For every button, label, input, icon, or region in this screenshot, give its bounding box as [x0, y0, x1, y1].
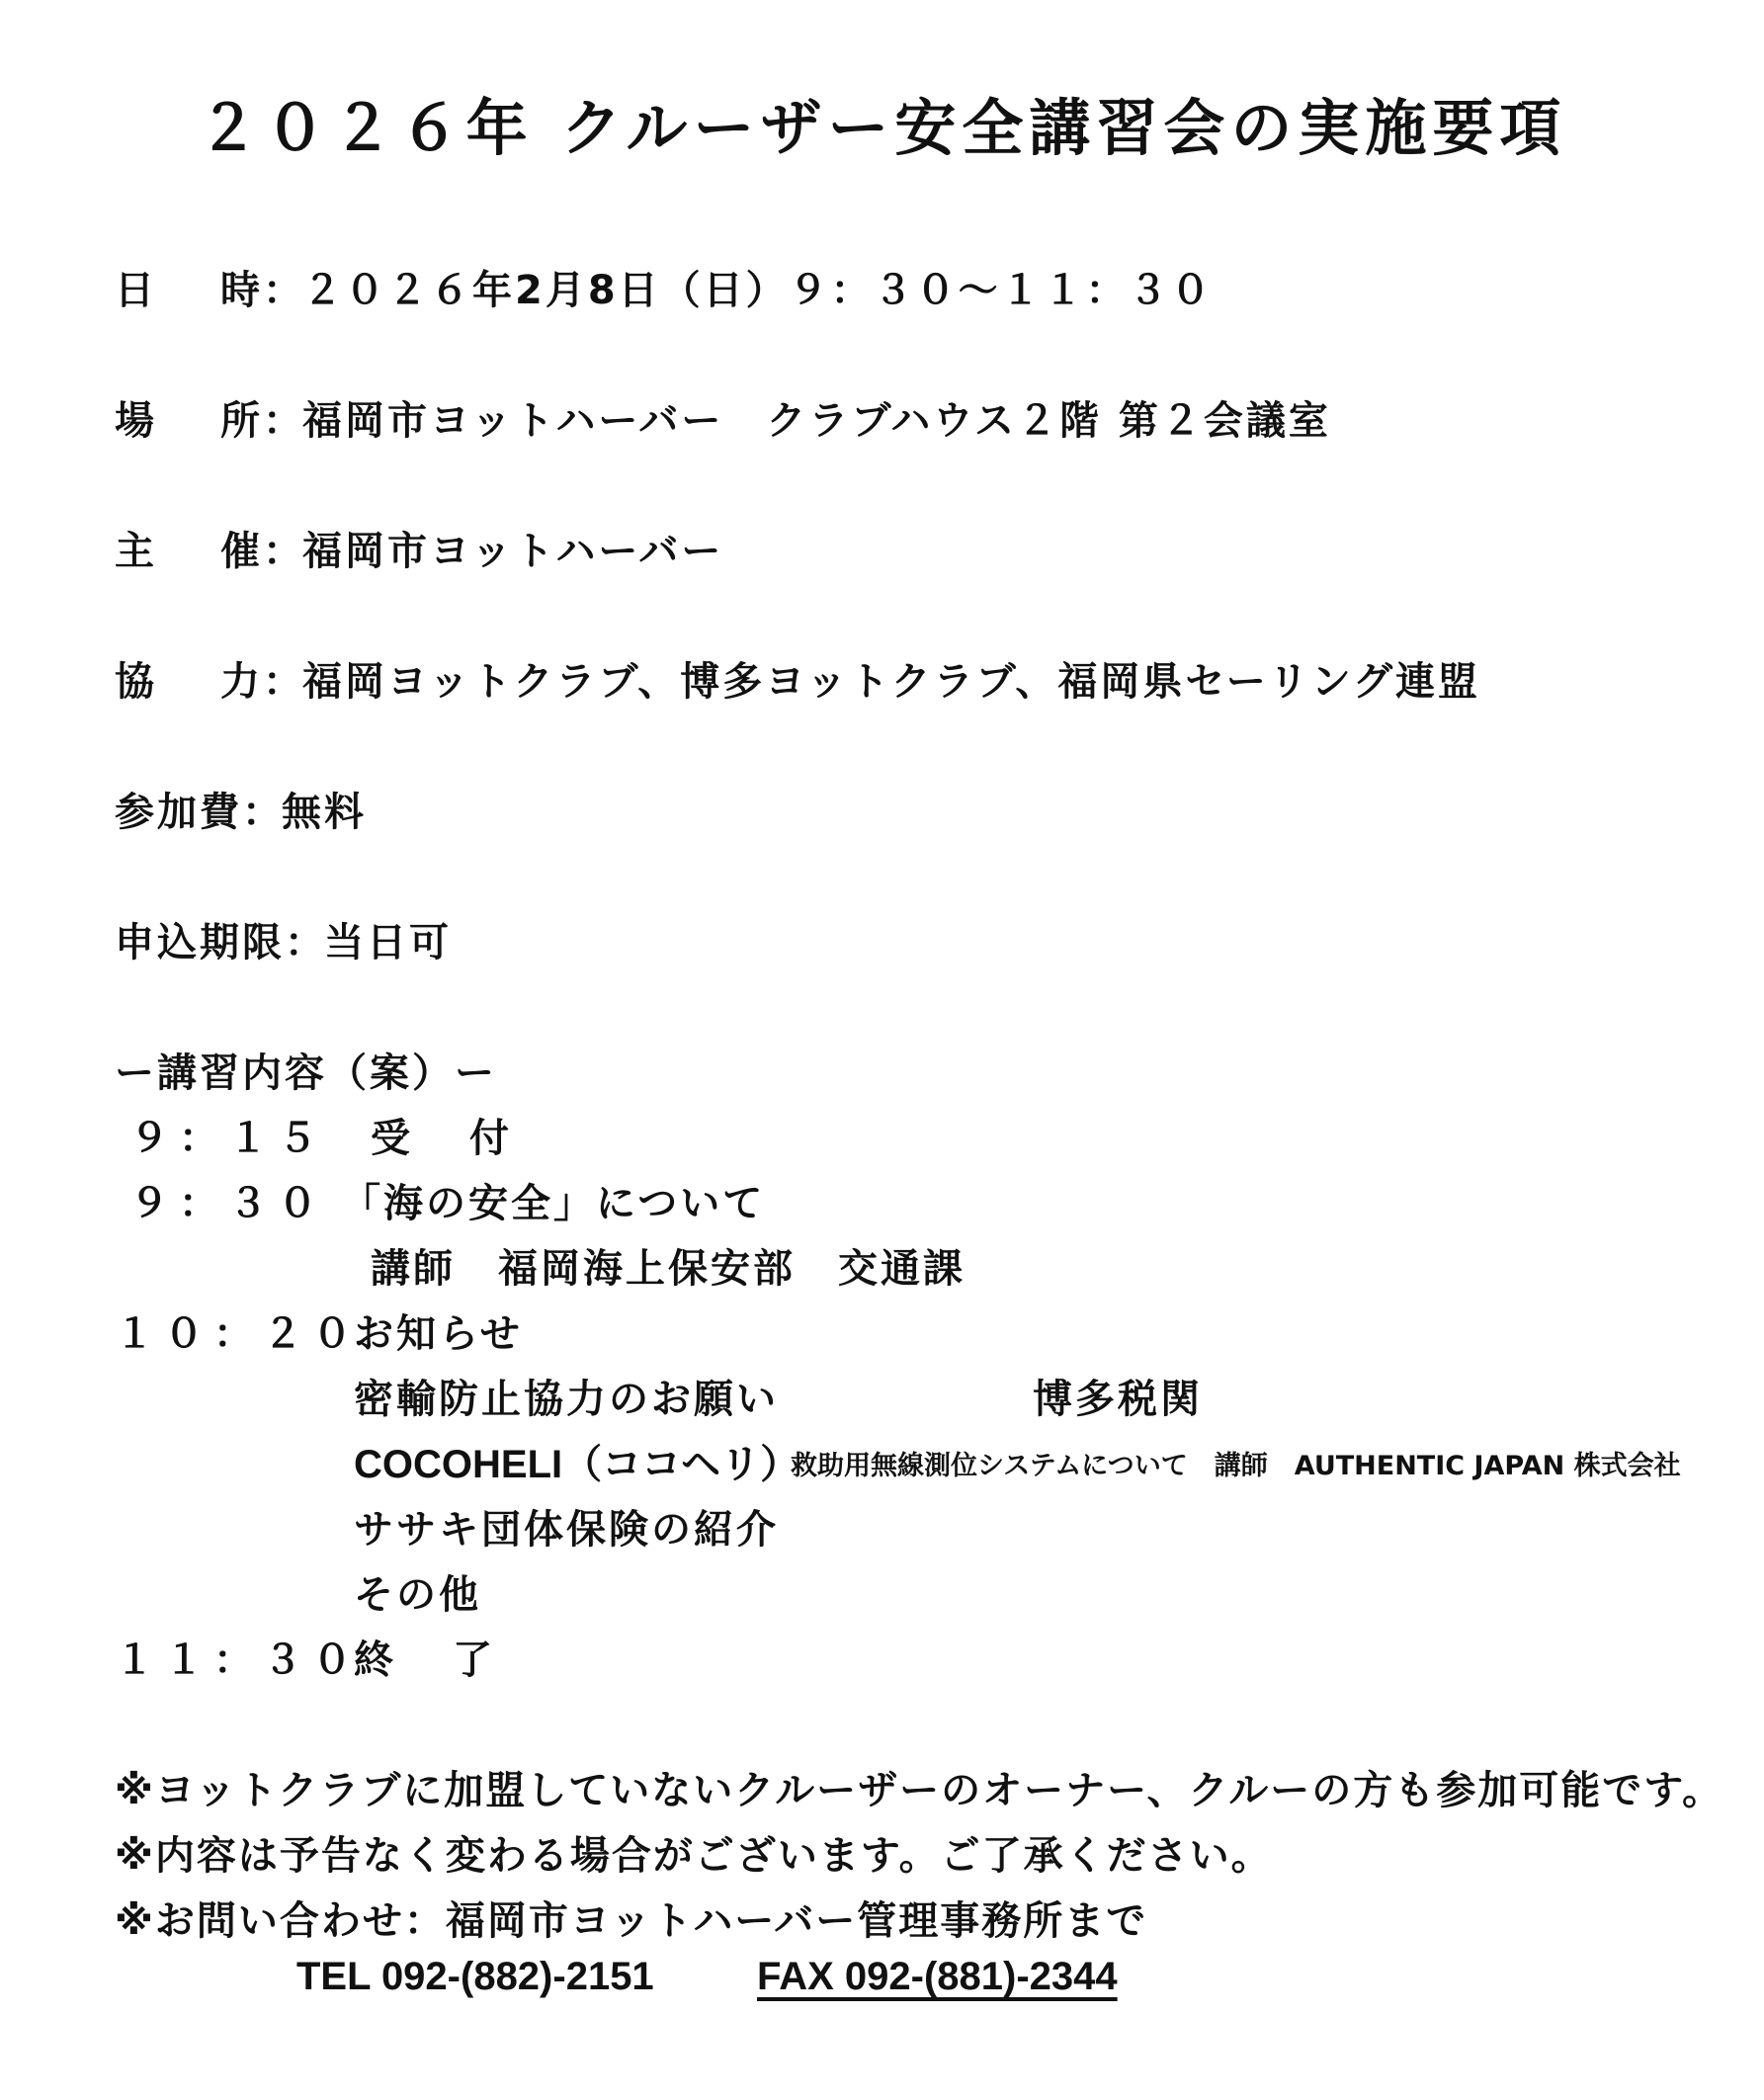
contact-fax: FAX 092-(881)-2344 — [757, 1955, 1118, 1998]
cooperation-value: 福岡ヨットクラブ、博多ヨットクラブ、福岡県セーリング連盟 — [302, 659, 1480, 705]
fee-colon: ： — [242, 790, 285, 835]
venue-colon: ： — [263, 398, 305, 444]
host-label: 主 催 — [115, 529, 263, 574]
schedule-item-detail: 救助用無線測位システムについて 講師 AUTHENTIC JAPAN 株式会社 — [791, 1451, 1681, 1481]
date-label: 日 時 — [115, 268, 263, 313]
host-colon: ： — [263, 529, 305, 574]
schedule-item: 博多税関 — [1033, 1377, 1203, 1422]
schedule-item: お知らせ — [354, 1311, 523, 1357]
schedule-item: 密輸防止協力のお願い — [354, 1377, 779, 1422]
deadline-colon: ： — [285, 920, 327, 966]
date-colon: ： — [263, 268, 305, 313]
schedule-time: １０：２０ — [115, 1311, 362, 1357]
document-title: ２０２６年 クルーザー安全講習会の実施要項 — [197, 92, 1567, 164]
schedule-time: ９：１５ — [129, 1116, 327, 1161]
schedule-item: 終 了 — [354, 1638, 502, 1683]
date-value: ２０２６年2月8日（日）９：３０〜１１：３０ — [302, 268, 1214, 313]
deadline-value: 当日可 — [324, 920, 452, 966]
fee-row — [115, 781, 367, 837]
cooperation-colon: ： — [263, 659, 305, 705]
host-row — [115, 520, 723, 576]
note-line: ※内容は予告なく変わる場合がございます。ご了承ください。 — [115, 1833, 1273, 1879]
contact-tel: TEL 092-(882)-2151 — [296, 1955, 654, 1998]
schedule-item: 受 付 — [371, 1116, 519, 1161]
schedule-item: 講師 福岡海上保安部 交通課 — [371, 1246, 966, 1292]
venue-value: 福岡市ヨットハーバー クラブハウス２階 第２会議室 — [302, 398, 1331, 444]
deadline-row — [115, 911, 452, 967]
schedule-time: ９：３０ — [129, 1181, 327, 1226]
cooperation-row — [115, 650, 1480, 707]
venue-label: 場 所 — [115, 398, 263, 444]
venue-row — [115, 389, 1331, 446]
note-line: ※ヨットクラブに加盟していないクルーザーのオーナー、クルーの方も参加可能です。 — [115, 1768, 1724, 1813]
schedule-item: 「海の安全」について — [341, 1181, 766, 1226]
deadline-label: 申込期限 — [115, 920, 285, 966]
cooperation-label: 協 力 — [115, 659, 263, 705]
date-row — [115, 259, 1214, 315]
schedule-item: ササキ団体保険の紹介 — [354, 1507, 779, 1553]
schedule-item: その他 — [354, 1572, 481, 1618]
fee-label: 参加費 — [115, 790, 242, 835]
schedule-time: １１：３０ — [115, 1638, 362, 1683]
host-value: 福岡市ヨットハーバー — [302, 529, 724, 574]
program-heading: ー講習内容（案）ー — [115, 1050, 497, 1096]
note-line: ※お問い合わせ：福岡市ヨットハーバー管理事務所まで — [115, 1898, 1148, 1944]
schedule-item: COCOHELI（ココヘリ） — [354, 1443, 800, 1486]
fee-value: 無料 — [282, 790, 367, 835]
